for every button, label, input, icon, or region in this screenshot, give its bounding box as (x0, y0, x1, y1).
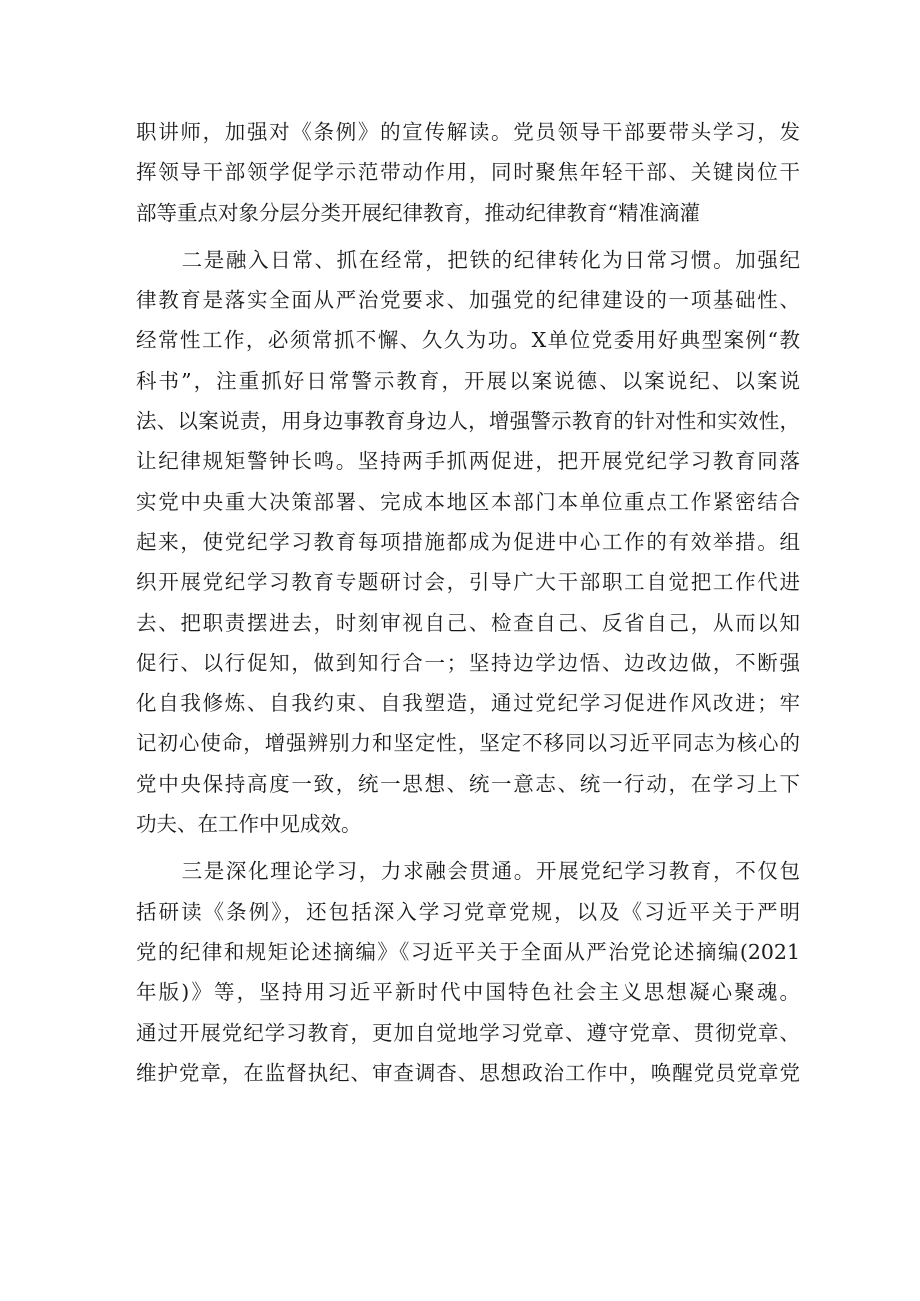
text-line: 实党中央重大决策部署、完成本地区本部门本单位重点工作紧密结合 (136, 489, 800, 514)
text-line: 法、以案说责，用身边事教育身边人，增强警示教育的针对性和实效性， (136, 409, 800, 434)
text-line: 维护党章，在监督执纪、审查调杳、思想政治工作中，唤醒党员党章党 (136, 1060, 800, 1085)
text-line-first (136, 851, 800, 891)
text-line: 织开展党纪学习教育专题研讨会，引导广大干部职工自觉把工作代进 (136, 570, 800, 595)
text-line-content: 二是融入日常、抓在经常，把铁的纪律转化为日常习惯。加强纪 (180, 247, 800, 272)
text-line: 功夫、在工作中见成效。 (136, 812, 362, 837)
text-line: 律教育是落实全面从严治党要求、加强党的纪律建设的一项基础性、 (136, 288, 800, 313)
text-line: 部等重点对象分层分类开展纪律教育，推动纪律教育“精准滴灌 (136, 200, 700, 225)
text-line: 通过开展党纪学习教育，更加自觉地学习党章、遵守党章、贯彻党章、 (136, 1020, 800, 1045)
text-line: 让纪律规矩警钟长鸣。坚持两手抓两促进，把开展党纪学习教育同落 (136, 449, 800, 474)
text-line: 党中央保持高度一致，统一思想、统一意志、统一行动，在学习上下 (136, 771, 800, 796)
text-line: 科书”，注重抓好日常警示教育，开展以案说德、以案说纪、以案说 (136, 368, 800, 393)
body-text (136, 112, 800, 1093)
paragraph-point-two (136, 240, 800, 844)
text-line-content: 三是深化理论学习，力求融会贯通。开展党纪学习教育，不仅包 (180, 859, 800, 884)
text-line: 括研读《条例》，还包括深入学习党章党规，以及《习近平关于严明 (136, 899, 800, 924)
text-line: 挥领导干部领学促学示范带动作用，同时聚焦年轻干部、关键岗位干 (136, 160, 800, 185)
text-line-first (136, 240, 800, 280)
paragraph-continuation (136, 112, 800, 233)
text-line: 化自我修炼、自我约束、自我塑造，通过党纪学习促进作风改进；牢 (136, 691, 800, 716)
text-line: 促行、以行促知，做到知行合一；坚持边学边悟、边改边做，不断强 (136, 650, 800, 675)
text-line: 起来，使党纪学习教育每项措施都成为促进中心工作的有效举措。组 (136, 529, 800, 554)
paragraph-point-three (136, 851, 800, 1093)
text-line: 职讲师，加强对《条例》的宣传解读。党员领导干部要带头学习，发 (136, 120, 800, 144)
text-line: 记初心使命，增强辨别力和坚定性，坚定不移同以习近平同志为核心的 (136, 731, 800, 756)
text-line: 年版)》等，坚持用习近平新时代中国特色社会主义思想凝心聚魂。 (136, 980, 800, 1005)
text-line: 经常性工作，必须常抓不懈、久久为功。X单位党委用好典型案例“教 (136, 328, 800, 353)
text-line: 党的纪律和规矩论述摘编》《习近平关于全面从严治党论述摘编(2021 (136, 939, 800, 964)
text-line: 去、把职责摆进去，时刻审视自己、检查自己、反省自己，从而以知 (136, 610, 800, 635)
